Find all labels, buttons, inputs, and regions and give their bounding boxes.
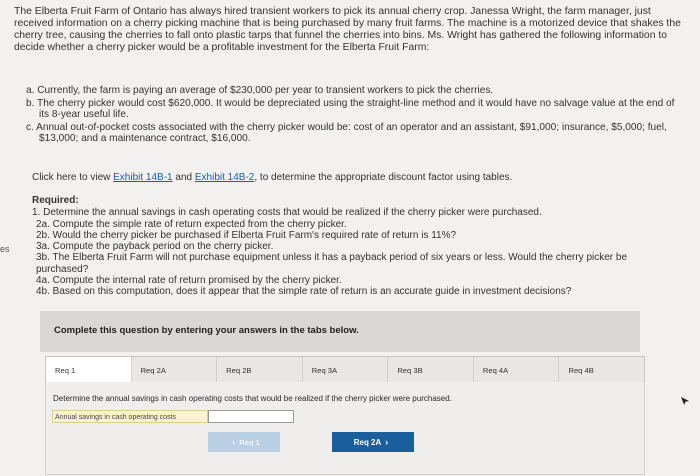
requirement-tabs: [45, 356, 645, 384]
required-heading: Required:: [32, 195, 79, 206]
exhibit-14b-2-link[interactable]: Exhibit 14B-2: [194, 172, 255, 183]
required-line-2a: 2a. Compute the simple rate of return expected from the cherry picker.: [36, 218, 347, 230]
chevron-right-icon: ›: [385, 437, 389, 447]
given-item-a: a. Currently, the farm is paying an average of $230,000 per year to transient workers to pick the cherries.: [26, 85, 494, 96]
exhibit-prefix: Click here to view: [32, 172, 114, 183]
tab-req-4b[interactable]: [559, 357, 644, 383]
required-line-2b: 2b. Would the cherry picker be purchased if Elberta Fruit Farm's required rate of return is 11%?: [36, 229, 457, 241]
required-line-1: 1. Determine the annual savings in cash operating costs that would be realized if the cherry picker were purchased.: [32, 207, 542, 219]
chevron-left-icon: ‹: [232, 437, 236, 447]
instruction-banner-text: Complete this question by entering your answers in the tabs below.: [54, 325, 359, 336]
annual-savings-input[interactable]: [208, 410, 294, 423]
required-line-3b: 3b. The Elberta Fruit Farm will not purchase equipment unless it has a payback period of six years or less. Would the cherry picker be purchased?: [36, 252, 628, 275]
exhibit-instruction: [32, 172, 512, 183]
tab-req-4a[interactable]: [474, 357, 560, 383]
tab-label: Req 3B: [397, 365, 423, 375]
tab-question-text: Determine the annual savings in cash operating costs that would be realized if the cherry picker were purchased.: [53, 394, 452, 403]
answer-row-label: Annual savings in cash operating costs: [52, 410, 208, 423]
exhibit-suffix: , to determine the appropriate discount factor using tables.: [254, 172, 513, 183]
tab-req-3a[interactable]: [303, 357, 389, 383]
tab-label: Req 2B: [226, 365, 252, 375]
required-section: [32, 195, 682, 298]
required-line-4b: 4b. Based on this computation, does it appear that the simple rate of return is an accurate guide in investment decisions?: [36, 286, 572, 298]
tab-req-3b[interactable]: [388, 357, 474, 383]
required-line-4a: 4a. Compute the internal rate of return promised by the cherry picker.: [36, 275, 342, 287]
exhibit-and: and: [172, 172, 195, 183]
exhibit-14b-1-link[interactable]: Exhibit 14B-1: [113, 172, 173, 183]
required-line-3a: 3a. Compute the payback period on the cherry picker.: [36, 241, 274, 253]
instruction-banner: [40, 311, 640, 352]
next-req-button[interactable]: [332, 432, 414, 452]
problem-intro: The Elberta Fruit Farm of Ontario has always hired transient workers to pick its annual cherry crop. Janessa Wright, the farm manager, just received information on a cherry picking machine that is being purchased by many fruit farms. The machine is a motorized device that shakes the cherry tree, causing the cherries to fall onto plastic tarps that funnel the cherries into bins. Ms. Wright has gathered the following information to decide whether a cherry picker would be a profitable investment for the Elberta Fruit Farm:: [14, 6, 681, 53]
tab-label: Req 4B: [568, 365, 594, 375]
tab-label: Req 2A: [140, 365, 166, 375]
tab-req-2a[interactable]: [132, 357, 218, 383]
tab-label: Req 3A: [311, 365, 338, 375]
tab-req-1[interactable]: [46, 357, 132, 383]
prev-req-button[interactable]: [208, 432, 280, 452]
tab-req-2b[interactable]: [217, 357, 303, 383]
prev-req-label: Req 1: [239, 437, 260, 447]
given-information-list: [26, 85, 686, 146]
given-item-c: c. Annual out-of-pocket costs associated with the cherry picker would be: cost of an operator and an assistant, $91,000; insurance, $5,000; fuel, $13,000; and a maintenance contract, $16,000.: [26, 121, 667, 145]
side-fragment-text: es: [0, 244, 10, 254]
mouse-pointer-icon: [680, 396, 690, 406]
tab-label: Req 4A: [482, 365, 509, 375]
next-req-label: Req 2A: [353, 437, 382, 447]
tab-panel-req-1: [45, 382, 645, 475]
given-item-b: b. The cherry picker would cost $620,000. It would be depreciated using the straight-line method and it would have no salvage value at the end of its 8-year useful life.: [26, 97, 675, 121]
tab-label: Req 1: [55, 365, 76, 375]
